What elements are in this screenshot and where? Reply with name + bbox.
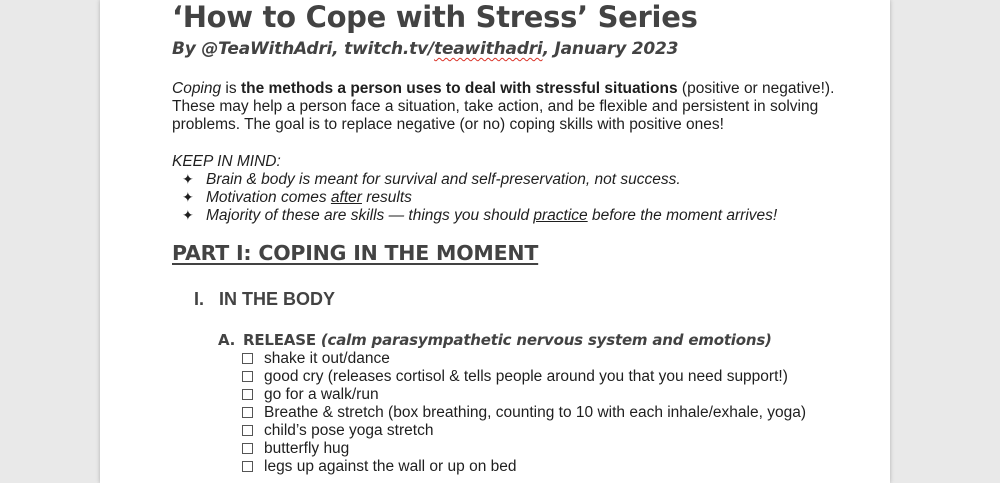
document-page: [100, 0, 890, 483]
section-number: I.: [194, 289, 205, 309]
keep-item-text: before the moment arrives!: [587, 207, 778, 224]
byline-prefix: By @TeaWithAdri, twitch.tv/: [172, 39, 435, 59]
checklist-item: [242, 368, 806, 386]
checkbox[interactable]: [242, 443, 253, 454]
keep-in-mind-block: [172, 153, 777, 225]
keep-in-mind-item: [172, 189, 777, 207]
keep-item-text: Majority of these are skills — things you should: [206, 207, 534, 224]
intro-line-2: These may help a person face a situation, take action, and be flexible and persistent in solving: [172, 98, 819, 115]
subsection-note: (calm parasympathetic nervous system and emotions): [320, 331, 772, 349]
subsection-title: RELEASE: [243, 331, 321, 349]
intro-is: is: [221, 80, 241, 97]
checklist-item-label: go for a walk/run: [264, 386, 379, 403]
document-title: ‘How to Cope with Stress’ Series: [172, 0, 698, 34]
intro-qualifier: (positive or negative!).: [677, 80, 835, 97]
byline-suffix: , January 2023: [542, 39, 679, 59]
section-title: IN THE BODY: [219, 289, 336, 309]
keep-in-mind-item: [172, 171, 777, 189]
intro-paragraph: [172, 80, 872, 134]
checkbox[interactable]: [242, 407, 253, 418]
keep-item-underlined: after: [330, 189, 362, 206]
document-byline: [172, 39, 678, 59]
keep-item-underlined: practice: [533, 207, 588, 224]
keep-in-mind-item: [172, 207, 777, 225]
checklist-item-label: child’s pose yoga stretch: [264, 422, 434, 439]
checklist-item: [242, 458, 806, 476]
keep-item-text: Brain & body is meant for survival and self-preservation, not success.: [206, 171, 681, 188]
checklist-item-label: good cry (releases cortisol & tells people around you that you need support!): [264, 368, 788, 385]
intro-definition: the methods a person uses to deal with stressful situations: [240, 80, 678, 97]
part-heading: PART I: COPING IN THE MOMENT: [172, 241, 539, 265]
checklist-item: [242, 422, 806, 440]
four-point-star-icon: ✦: [182, 208, 194, 224]
section-heading: [194, 289, 335, 310]
intro-line-3: problems. The goal is to replace negative (or no) coping skills with positive ones!: [172, 116, 724, 133]
checklist-item: [242, 404, 806, 422]
checklist-item-label: Breathe & stretch (box breathing, counting to 10 with each inhale/exhale, yoga): [264, 404, 806, 421]
intro-line-1: [172, 80, 872, 98]
checklist-item: [242, 386, 806, 404]
keep-item-text: Motivation comes: [206, 189, 331, 206]
keep-in-mind-heading: KEEP IN MIND:: [172, 153, 281, 170]
intro-term: Coping: [172, 80, 222, 97]
checklist-item-label: butterfly hug: [264, 440, 350, 457]
keep-item-text: results: [361, 189, 412, 206]
checkbox[interactable]: [242, 461, 253, 472]
checkbox[interactable]: [242, 353, 253, 364]
checkbox[interactable]: [242, 371, 253, 382]
checklist-item-label: shake it out/dance: [264, 350, 390, 367]
four-point-star-icon: ✦: [182, 190, 194, 206]
checklist-item: [242, 350, 806, 368]
subsection-letter: A.: [218, 331, 236, 349]
byline-handle-misspelled[interactable]: teawithadri: [434, 39, 543, 59]
checklist-item: [242, 440, 806, 458]
coping-checklist: [242, 350, 806, 476]
keep-in-mind-list: [172, 171, 777, 225]
four-point-star-icon: ✦: [182, 172, 194, 188]
subsection-heading: [218, 331, 772, 349]
checkbox[interactable]: [242, 425, 253, 436]
checkbox[interactable]: [242, 389, 253, 400]
checklist-item-label: legs up against the wall or up on bed: [264, 458, 517, 475]
